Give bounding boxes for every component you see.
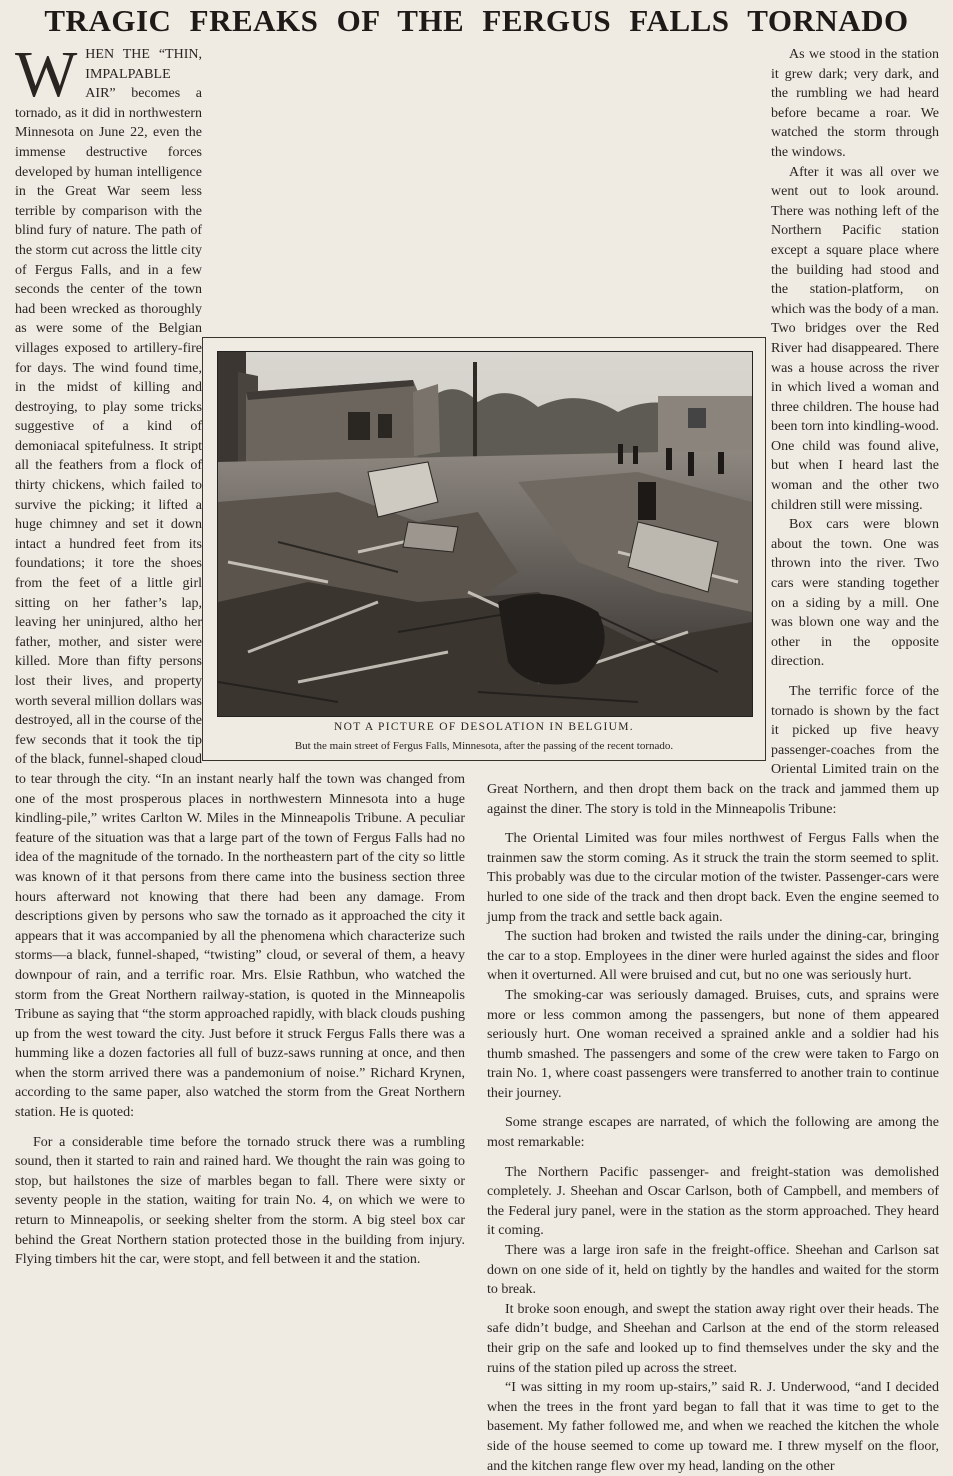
- right-paragraph-1: As we stood in the station it grew dark; very dark, and the rumbling we had heard before became a roar. We watched the storm through the windows.: [771, 47, 939, 160]
- left-paragraph-1-text: HEN THE “THIN, IMPALPABLE AIR” becomes a tornado, as it did in northwestern Minnesota on June 22, even the immense destructive forces developed by human intelligence in the Great War seem less terrible by comparison with the blind fury of nature. The path of the storm cut across the little city of Fergus Falls, and in a few seconds the center of the town had been wrecked as thoroughly as were some of the Belgian villages exposed to artillery-fire for days. The wind found time, in the midst of killing and destroying, to play some tricks suggestive of a kind of demoniacal spitefulness. It stript all the feathers from a flock of thirty chickens, which failed to survive the picking; it lifted a huge chimney and set it down intact a hundred feet from its foundations; it tore the shoes from the feet of a little girl sitting on her father’s lap, leaving her uninjured, altho her father, mother, and sister were killed. More than fifty persons lost their lives, and property worth several million dollars was destroyed, all in the course of the few seconds that it took the tip of the black, funnel-shaped cloud to tear through the city. “In an instant nearly half the town was changed from one of the most prosperous places in northwestern Minnesota into a huge kindling-pile,” writes Carlton W. Miles in the Minneapolis Tribune. A peculiar feature of the situation was that a large part of the town of Fergus Falls had no idea of the magnitude of the tornado. In the northeastern part of the city so little was known of it that persons from there came into the business section three hours afterward not knowing that there had been any damage. From descriptions given by persons who saw the tornado as it approached the city it appears that it was accompanied by all the phenomena which characterize such storms—a black, funnel-shaped, “twisting” cloud, or several of them, a heavy downpour of rain, and a terrific roar. Mrs. Elsie Rathbun, who watched the storm from the Great Northern railway-station, is quoted in the Minneapolis Tribune as saying that “the storm approached rapidly, with black clouds pushing up from the west toward the city. Just before it struck Fergus Falls there was a humming like a dozen factories all full of buzz-saws running at once, and then when the storm arrived there was a pandemonium of noise.” Richard Krynen, according to the same paper, also watched the storm from the Great Northern station. He is quoted:: [15, 47, 465, 1121]
- right-paragraph-9: The Northern Pacific passenger- and freight-station was demolished completely. J. Sheehan and Oscar Carlson, both of Campbell, and members of the Federal jury panel, were in the station as the storm approached. They heard it coming.: [487, 1164, 939, 1239]
- right-paragraph-6: The suction had broken and twisted the rails under the dining-car, bringing the car to a stop. Employees in the diner were hurled against the sides and floor when it overturned. All were bruised and cut, but no one was seriously hurt.: [487, 929, 939, 984]
- headline: TRAGIC FREAKS OF THE FERGUS FALLS TORNADO: [44, 3, 909, 38]
- drop-cap: W: [15, 38, 78, 111]
- right-paragraph-7: The smoking-car was seriously damaged. Bruises, cuts, and sprains were more or less common among the passengers, but none of them appeared seriously hurt. One woman received a sprained ankle and a soldier had his thumb smashed. The passengers and some of the crew were taken to Fargo on train No. 1, where coast passengers were transferred to another train to continue their journey.: [487, 987, 939, 1101]
- right-paragraph-2: After it was all over we went out to look around. There was nothing left of the Northern Pacific station except a square place where the building had stood and the station-platform, on which was the body of a man. Two bridges over the Red River had disappeared. There was a house across the river in which lived a woman and three children. The house had been torn into kindling-wood. One child was found alive, but when I heard last the woman and the other two children still were missing.: [771, 164, 939, 513]
- right-paragraph-10: There was a large iron safe in the freight-office. Sheehan and Carlson sat down on one side of it, held on tightly by the handles and waited for the storm to break.: [487, 1243, 939, 1298]
- right-paragraph-5: The Oriental Limited was four miles northwest of Fergus Falls when the trainmen saw the storm coming. As it struck the train the storm seemed to split. This probably was due to the circular motion of the twister. Passenger-cars were hurled to one side of the track and then dropt back. Even the engine seemed to jump from the track and settle back again.: [487, 831, 939, 925]
- right-paragraph-3: Box cars were blown about the town. One was thrown into the river. Two cars were standing together on a siding by a mill. One was blown one way and the other in the opposite direction.: [771, 517, 939, 670]
- right-paragraph-11: It broke soon enough, and swept the station away right over their heads. The safe didn’t budge, and Sheehan and Carlson at the end of the storm released their grip on the safe and looked up to find themselves under the sky and the ruins of the station piled up across the street.: [487, 1301, 939, 1376]
- photo-frame: [202, 337, 766, 761]
- right-paragraph-12: “I was sitting in my room up-stairs,” said R. J. Underwood, “and I decided when the trees in the front yard began to fall that it was time to get to the basement. My father followed me, and when we reached the kitchen the whole side of the house seemed to come up toward me. I threw myself on the floor, and the kitchen range flew over my head, landing on the other: [487, 1380, 939, 1474]
- photo-caption-title: NOT A PICTURE OF DESOLATION IN BELGIUM.: [334, 721, 634, 733]
- right-paragraph-4: The terrific force of the tornado is shown by the fact it picked up five heavy passenger-coaches from the Oriental Limited train on the Great Northern, and then dropt them back on the track and jammed them up against the diner. The story is told in the Minneapolis Tribune:: [487, 684, 939, 817]
- right-paragraph-8: Some strange escapes are narrated, of which the following are among the most remarkable:: [487, 1115, 939, 1151]
- tornado-debris-photo: [217, 351, 753, 717]
- left-paragraph-2: For a considerable time before the tornado struck there was a rumbling sound, then it started to rain and rained hard. We thought the rain was going to stop, but hailstones the size of marbles began to fall. There were sixty or seventy people in the station, waiting for train No. 4, on which we were to return to Minneapolis, or seeking shelter from the storm. A big steel box car behind the Great Northern station protected those in the building from injury. Flying timbers hit the car, were stopt, and fell between it and the station.: [15, 1134, 465, 1268]
- photo-caption-text: But the main street of Fergus Falls, Minnesota, after the passing of the recent tornado.: [294, 740, 674, 752]
